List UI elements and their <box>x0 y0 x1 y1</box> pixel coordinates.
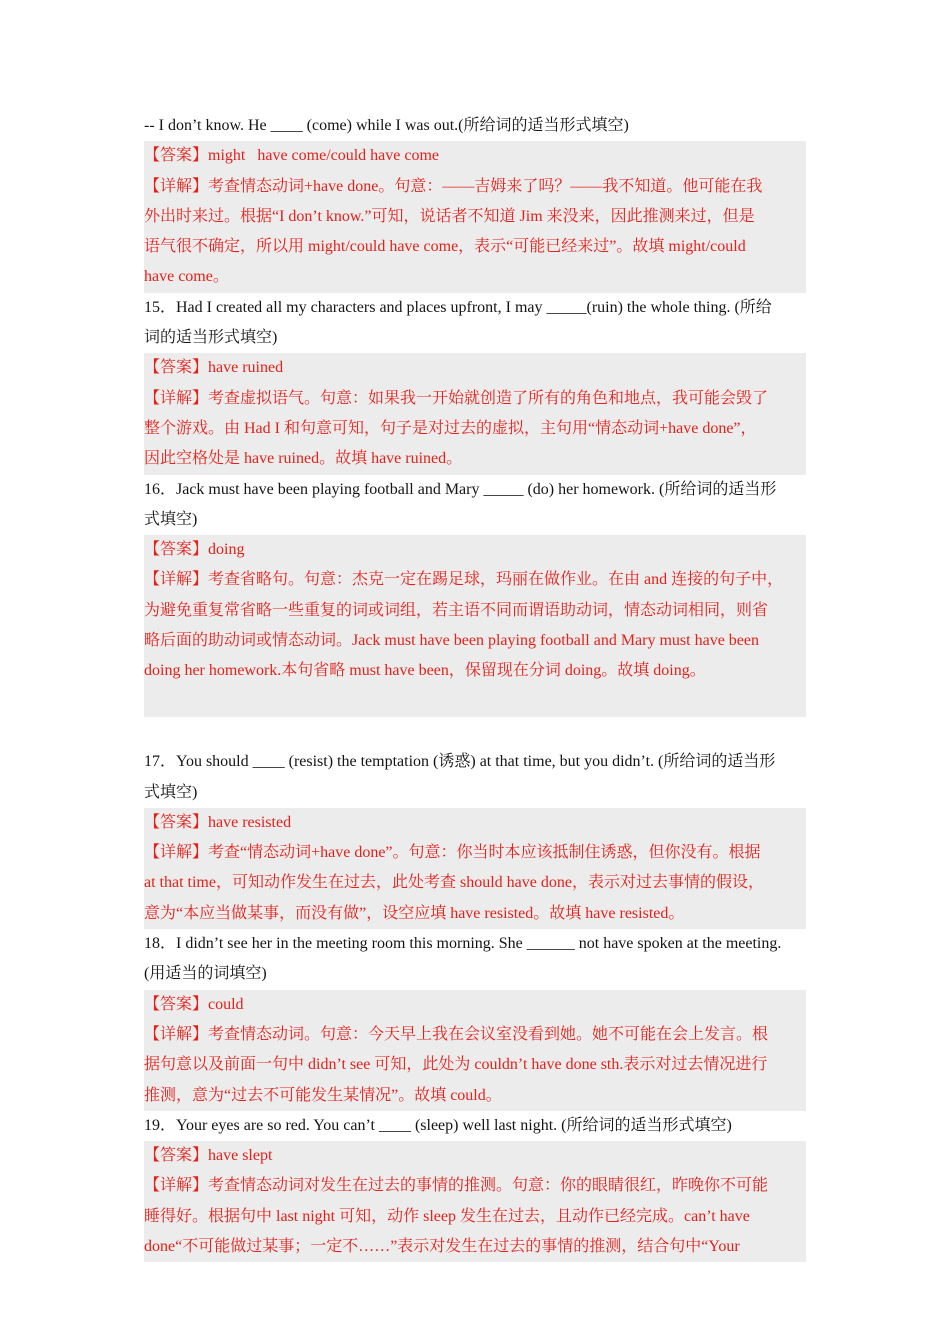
question-text: 式填空) <box>144 510 198 528</box>
answer-block-16 <box>144 535 806 717</box>
question-text: 17．You should ____ (resist) the temptation (诱惑) at that time, but you didn’t. (所给词的适当形 <box>144 753 776 771</box>
explanation-line: 语气很不确定，所以用 might/could have come，表示“可能已经来过”。故填 might/could <box>144 238 746 256</box>
question-text: 18．I didn’t see her in the meeting room this morning. She ______ not have spoken at the meeting. <box>144 935 782 953</box>
answer-block-18 <box>144 990 806 1111</box>
answer-line: 【答案】might have come/could have come <box>144 147 440 165</box>
document-body <box>144 111 806 1262</box>
explanation-line: 略后面的助动词或情态动词。Jack must have been playing football and Mary must have been <box>144 632 759 650</box>
question-17 <box>144 747 806 808</box>
answer-line: 【答案】doing <box>144 541 245 559</box>
explanation-line: 【详解】考查情态动词+have done。句意：——吉姆来了吗？——我不知道。他可能在我 <box>144 177 763 195</box>
answer-block-19 <box>144 1141 806 1262</box>
answer-line: 【答案】have resisted <box>144 813 292 831</box>
question-text: 19．Your eyes are so red. You can’t ____ (sleep) well last night. (所给词的适当形式填空) <box>144 1116 732 1134</box>
question-text: 16．Jack must have been playing football and Mary _____ (do) her homework. (所给词的适当形 <box>144 480 777 498</box>
explanation-line: done“不可能做过某事；一定不……”表示对发生在过去的事情的推测，结合句中“Your <box>144 1237 740 1255</box>
explanation-line: 【详解】考查“情态动词+have done”。句意：你当时本应该抵制住诱惑，但你没有。根据 <box>144 844 761 862</box>
explanation-line: have come。 <box>144 268 229 286</box>
answer-line: 【答案】have ruined <box>144 359 284 377</box>
blank-line <box>144 717 806 747</box>
answer-block-17 <box>144 808 806 929</box>
question-18 <box>144 929 806 990</box>
question-text: 15．Had I created all my characters and places upfront, I may _____(ruin) the whole thing. (所给 <box>144 298 772 316</box>
question-text: -- I don’t know. He ____ (come) while I was out.(所给词的适当形式填空) <box>144 117 629 134</box>
explanation-line: 意为“本应当做某事，而没有做”，设空应填 have resisted。故填 have resisted。 <box>144 904 685 922</box>
question-16 <box>144 475 806 536</box>
explanation-line: 睡得好。根据句中 last night 可知，动作 sleep 发生在过去，且动作已经完成。can’t have <box>144 1207 750 1225</box>
answer-block-14 <box>144 141 806 292</box>
explanation-line: 【详解】考查省略句。句意：杰克一定在踢足球，玛丽在做作业。在由 and 连接的句子中， <box>144 571 784 589</box>
question-15 <box>144 293 806 354</box>
question-text: 词的适当形式填空) <box>144 329 278 347</box>
explanation-line: 【详解】考查虚拟语气。句意：如果我一开始就创造了所有的角色和地点，我可能会毁了 <box>144 389 769 407</box>
question-14 <box>144 111 806 141</box>
explanation-line: 推测，意为“过去不可能发生某情况”。故填 could。 <box>144 1086 502 1104</box>
explanation-line: 为避免重复常省略一些重复的词或词组，若主语不同而谓语助动词，情态动词相同，则省 <box>144 601 769 619</box>
answer-line: 【答案】have slept <box>144 1147 273 1165</box>
explanation-line: 整个游戏。由 Had I 和句意可知，句子是对过去的虚拟，主句用“情态动词+have done”， <box>144 419 757 437</box>
explanation-line: at that time，可知动作发生在过去，此处考查 should have done，表示对过去事情的假设， <box>144 874 764 892</box>
question-19 <box>144 1111 806 1141</box>
explanation-line: 据句意以及前面一句中 didn’t see 可知，此处为 couldn’t have done sth.表示对过去情况进行 <box>144 1056 768 1074</box>
explanation-line: doing her homework.本句省略 must have been，保留现在分词 doing。故填 doing。 <box>144 662 706 680</box>
question-text: 式填空) <box>144 783 198 801</box>
explanation-line: 因此空格处是 have ruined。故填 have ruined。 <box>144 450 463 468</box>
question-text: (用适当的词填空) <box>144 965 267 983</box>
explanation-line: 【详解】考查情态动词对发生在过去的事情的推测。句意：你的眼睛很红，昨晚你不可能 <box>144 1177 769 1195</box>
answer-block-15 <box>144 353 806 474</box>
explanation-line: 外出时来过。根据“I don’t know.”可知，说话者不知道 Jim 来没来，因此推测来过，但是 <box>144 207 755 225</box>
blank-line <box>144 687 806 717</box>
explanation-line: 【详解】考查情态动词。句意：今天早上我在会议室没看到她。她不可能在会上发言。根 <box>144 1025 769 1043</box>
answer-line: 【答案】could <box>144 995 244 1013</box>
